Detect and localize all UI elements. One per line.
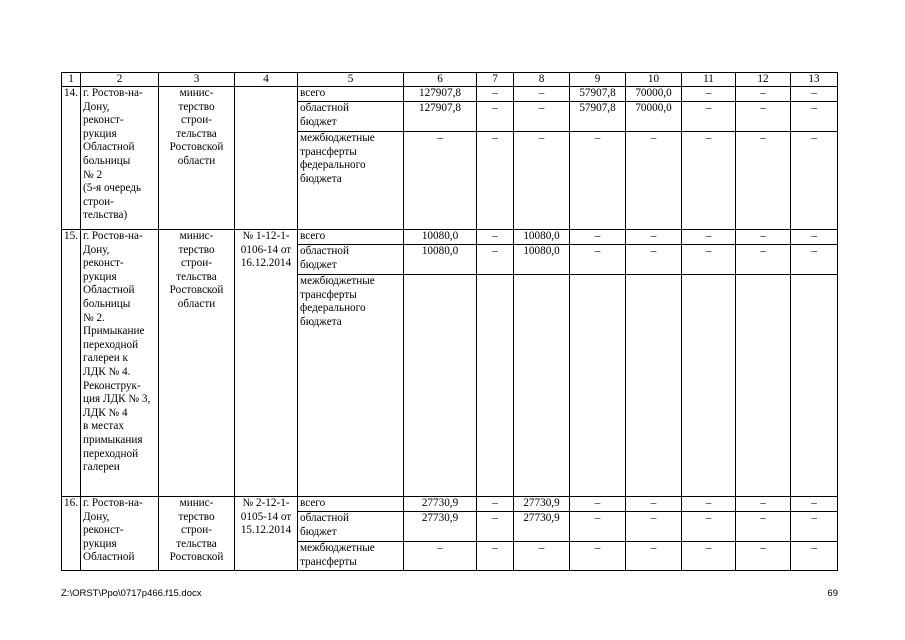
column-header: 6 [404, 73, 477, 87]
amount-cell: – [791, 542, 838, 571]
amount-cell: 10080,0 [514, 230, 570, 245]
amount-cell [682, 275, 736, 497]
funding-source: областной бюджет [298, 102, 404, 132]
amount-cell: – [736, 542, 791, 571]
column-header: 11 [682, 73, 736, 87]
amount-cell: – [626, 230, 682, 245]
document-path: Z:\ORST\Ppo\0717p466.f15.docx [61, 588, 202, 599]
column-header: 5 [298, 73, 404, 87]
row-number: 15. [62, 230, 81, 497]
amount-cell: – [682, 512, 736, 542]
amount-cell: – [682, 87, 736, 102]
amount-cell: 10080,0 [404, 230, 477, 245]
amount-cell: – [736, 245, 791, 275]
column-header: 13 [791, 73, 838, 87]
column-header: 7 [477, 73, 514, 87]
amount-cell [477, 275, 514, 497]
amount-cell: – [682, 542, 736, 571]
object-name: г. Ростов-на- Дону, реконст- рукция Областной [81, 497, 159, 571]
amount-cell: – [570, 230, 626, 245]
responsible-body: минис- терство строи- тельства Ростовской области [159, 230, 235, 497]
amount-cell [514, 275, 570, 497]
amount-cell: – [682, 497, 736, 512]
table-row [62, 230, 838, 245]
amount-cell: 57907,8 [570, 87, 626, 102]
amount-cell: – [736, 87, 791, 102]
column-header: 9 [570, 73, 626, 87]
amount-cell [404, 275, 477, 497]
amount-cell: – [682, 132, 736, 230]
responsible-body: минис- терство строи- тельства Ростовской [159, 497, 235, 571]
amount-cell: 27730,9 [514, 512, 570, 542]
amount-cell: – [570, 497, 626, 512]
document-ref: № 2-12-1- 0105-14 от 15.12.2014 [235, 497, 298, 571]
amount-cell: – [514, 102, 570, 132]
amount-cell: 127907,8 [404, 87, 477, 102]
amount-cell: – [682, 245, 736, 275]
amount-cell: – [477, 512, 514, 542]
column-header: 2 [81, 73, 159, 87]
amount-cell: – [736, 102, 791, 132]
funding-source: областной бюджет [298, 512, 404, 542]
amount-cell: – [626, 542, 682, 571]
budget-table [61, 72, 838, 571]
amount-cell: – [682, 102, 736, 132]
amount-cell: – [404, 542, 477, 571]
funding-source: межбюджетные трансферты [298, 542, 404, 571]
amount-cell: – [791, 512, 838, 542]
table-row [62, 87, 838, 102]
amount-cell: – [626, 497, 682, 512]
amount-cell: 10080,0 [514, 245, 570, 275]
amount-cell: 27730,9 [514, 497, 570, 512]
amount-cell: – [477, 542, 514, 571]
funding-source: всего [298, 497, 404, 512]
amount-cell: – [570, 512, 626, 542]
funding-source: областной бюджет [298, 245, 404, 275]
amount-cell: – [626, 132, 682, 230]
amount-cell: 27730,9 [404, 497, 477, 512]
object-name: г. Ростов-на- Дону, реконст- рукция Областной больницы № 2. Примыкание переходной галереи к ЛДК № 4. Реконструк- ция ЛДК № 3, ЛДК № 4 в местах примыкания переходной галереи [81, 230, 159, 497]
funding-source: межбюджетные трансферты федерального бюджета [298, 275, 404, 497]
row-number: 16. [62, 497, 81, 571]
amount-cell: – [791, 87, 838, 102]
amount-cell: – [682, 230, 736, 245]
amount-cell: – [736, 230, 791, 245]
amount-cell: – [514, 132, 570, 230]
amount-cell: – [791, 230, 838, 245]
header-row [62, 73, 838, 87]
column-header: 8 [514, 73, 570, 87]
document-ref [235, 87, 298, 230]
column-header: 12 [736, 73, 791, 87]
amount-cell: – [514, 542, 570, 571]
object-name: г. Ростов-на- Дону, реконст- рукция Областной больницы № 2 (5-я очередь строи- тельства) [81, 87, 159, 230]
row-number: 14. [62, 87, 81, 230]
column-header: 10 [626, 73, 682, 87]
amount-cell [736, 275, 791, 497]
funding-source: межбюджетные трансферты федерального бюджета [298, 132, 404, 230]
column-header: 4 [235, 73, 298, 87]
amount-cell: – [477, 102, 514, 132]
amount-cell: – [477, 245, 514, 275]
amount-cell: – [570, 132, 626, 230]
column-header: 3 [159, 73, 235, 87]
amount-cell: – [791, 245, 838, 275]
funding-source: всего [298, 230, 404, 245]
amount-cell: 27730,9 [404, 512, 477, 542]
amount-cell: – [570, 245, 626, 275]
amount-cell: – [791, 497, 838, 512]
amount-cell: 70000,0 [626, 87, 682, 102]
page-number: 69 [827, 588, 838, 599]
amount-cell: – [514, 87, 570, 102]
amount-cell: 70000,0 [626, 102, 682, 132]
amount-cell: – [626, 245, 682, 275]
amount-cell [570, 275, 626, 497]
amount-cell: – [626, 512, 682, 542]
funding-source: всего [298, 87, 404, 102]
amount-cell: – [736, 512, 791, 542]
amount-cell [626, 275, 682, 497]
amount-cell: – [477, 87, 514, 102]
amount-cell: – [477, 497, 514, 512]
amount-cell: – [791, 132, 838, 230]
amount-cell: 57907,8 [570, 102, 626, 132]
table-body [62, 73, 838, 571]
column-header: 1 [62, 73, 81, 87]
amount-cell: – [477, 132, 514, 230]
responsible-body: минис- терство строи- тельства Ростовской области [159, 87, 235, 230]
amount-cell: – [404, 132, 477, 230]
amount-cell: – [736, 497, 791, 512]
amount-cell [791, 275, 838, 497]
table-row [62, 497, 838, 512]
amount-cell: – [736, 132, 791, 230]
document-ref: № 1-12-1- 0106-14 от 16.12.2014 [235, 230, 298, 497]
amount-cell: – [570, 542, 626, 571]
amount-cell: – [791, 102, 838, 132]
amount-cell: 127907,8 [404, 102, 477, 132]
amount-cell: 10080,0 [404, 245, 477, 275]
amount-cell: – [477, 230, 514, 245]
